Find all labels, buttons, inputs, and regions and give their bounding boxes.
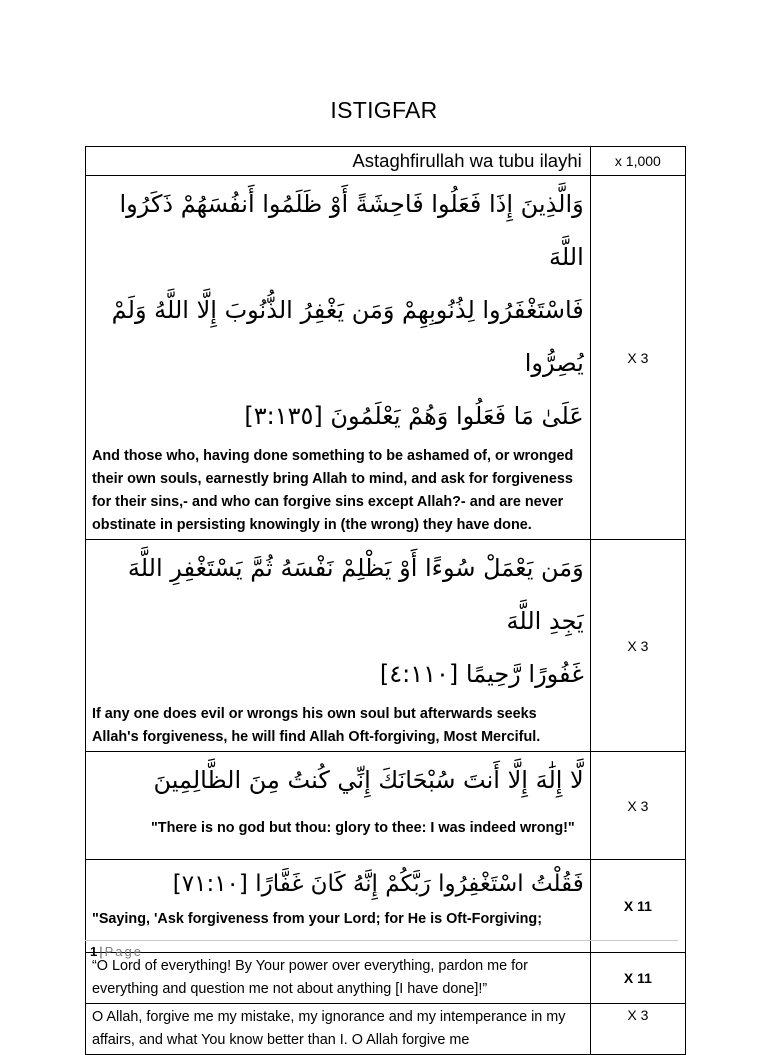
dua-text: O Allah, forgive me my mistake, my ignorance and my intemperance in my affairs, and what You know better than I. O Allah forgive me (92, 1009, 566, 1048)
verse-cell (86, 860, 591, 953)
arabic-verse (92, 178, 584, 443)
page-label: Page (104, 944, 143, 959)
istigfar-table (85, 146, 686, 1055)
dhikr-text: Astaghfirullah wa tubu ilayhi (352, 150, 582, 171)
translation-text: And those who, having done something to be ashamed of, or wronged their own souls, earnestly bring Allah to mind, and ask for forgiveness for their sins,- and who can forgive sins except Allah?- and are never obstinate in persisting knowingly in (the wrong) they have done. (92, 448, 574, 533)
arabic-verse (92, 862, 584, 906)
repeat-count: X 3 (590, 752, 685, 860)
table-row (86, 860, 686, 953)
verse-cell (86, 752, 591, 860)
repeat-count: X 3 (590, 540, 685, 752)
page-title: ISTIGFAR (330, 97, 438, 123)
repeat-count: X 3 (590, 1004, 685, 1055)
repeat-count: X 11 (590, 953, 685, 1004)
footer-separator: | (99, 944, 103, 959)
dua-cell (86, 953, 591, 1004)
verse-cell (86, 176, 591, 540)
table-row (86, 1004, 686, 1055)
arabic-line: لَّا إِلَٰهَ إِلَّا أَنتَ سُبْحَانَكَ إِنِّي كُنتُ مِنَ الظَّالِمِينَ (153, 766, 584, 794)
table-row (86, 176, 686, 540)
arabic-line: وَالَّذِينَ إِذَا فَعَلُوا فَاحِشَةً أَوْ ظَلَمُوا أَنفُسَهُمْ ذَكَرُوا اللَّهَ (119, 190, 584, 271)
arabic-verse (92, 542, 584, 701)
arabic-line: عَلَىٰ مَا فَعَلُوا وَهُمْ يَعْلَمُونَ [٣:١٣٥] (244, 402, 584, 430)
table-row (86, 752, 686, 860)
verse-cell (86, 540, 591, 752)
table-row (86, 540, 686, 752)
translation-text: "Saying, 'Ask forgiveness from your Lord; for He is Oft-Forgiving; (92, 911, 543, 927)
dua-text: “O Lord of everything! By Your power over everything, pardon me for everything and question me not about anything [I have done]!” (92, 958, 528, 997)
arabic-line: غَفُورًا رَّحِيمًا [٤:١١٠] (379, 660, 584, 688)
dua-cell (86, 1004, 591, 1055)
translation-text: If any one does evil or wrongs his own soul but afterwards seeks Allah's forgiveness, he will find Allah Oft-forgiving, Most Merciful. (92, 706, 541, 745)
dhikr-cell (86, 147, 591, 176)
arabic-line: فَقُلْتُ اسْتَغْفِرُوا رَبَّكُمْ إِنَّهُ كَانَ غَفَّارًا [٧١:١٠] (172, 871, 584, 897)
page-number: 1 (90, 944, 98, 959)
repeat-count: X 11 (590, 860, 685, 953)
table-row (86, 953, 686, 1004)
table-row (86, 147, 686, 176)
translation-text: "There is no god but thou: glory to thee: I was indeed wrong!" (150, 820, 575, 836)
arabic-line: فَاسْتَغْفَرُوا لِذُنُوبِهِمْ وَمَن يَغْفِرُ الذُّنُوبَ إِلَّا اللَّهُ وَلَمْ يُصِرُّوا (111, 296, 584, 377)
footer-divider (85, 940, 678, 941)
arabic-line: وَمَن يَعْمَلْ سُوءًا أَوْ يَظْلِمْ نَفْسَهُ ثُمَّ يَسْتَغْفِرِ اللَّهَ يَجِدِ اللَّهَ (127, 554, 584, 635)
arabic-verse (92, 754, 584, 807)
repeat-count: X 3 (590, 176, 685, 540)
repeat-count: x 1,000 (590, 147, 685, 176)
page-footer (90, 944, 143, 959)
